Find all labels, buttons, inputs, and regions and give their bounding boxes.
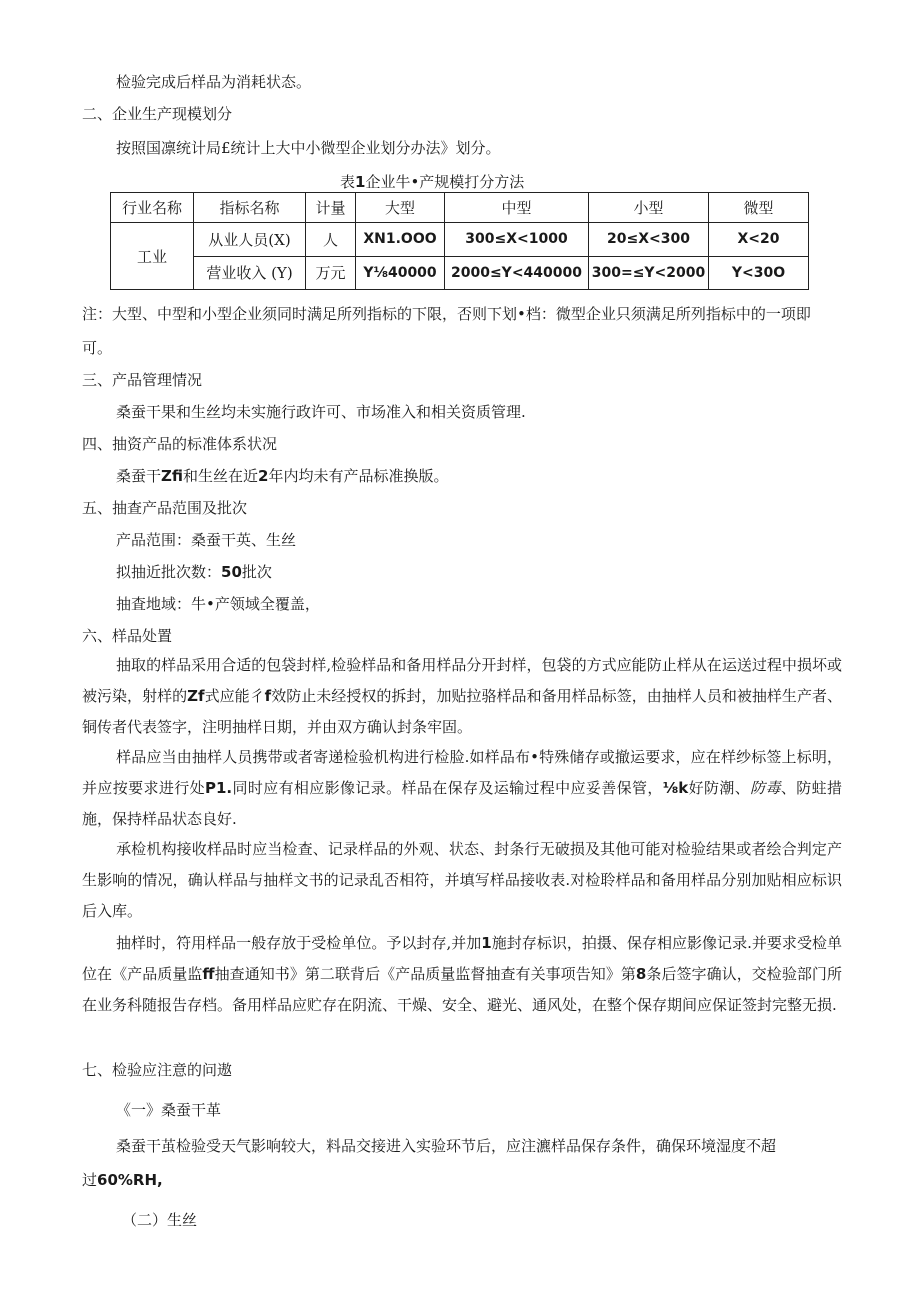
- text-run: 批次: [241, 563, 272, 581]
- text-line: 桑蚕干果和生丝均未实施行政许可、市场准入和相关资质管理.: [116, 403, 526, 421]
- text-line: 产品范围：桑蚕干英、生丝: [116, 531, 297, 549]
- text-line: 按照国凛统计局£统计上大中小微型企业划分办法》划分。: [116, 139, 501, 157]
- paragraph: [82, 928, 842, 1021]
- text-run: 2: [258, 467, 269, 485]
- text-run: 条后签字确认，交检验部门所在业务科随报告存档。备用样品应贮存在阴流、干燥、安全、避光、通风处，在整个保存期间应保证签封完整无损.: [82, 965, 842, 1014]
- text-line: [116, 466, 448, 486]
- text-run: 抽样时，符用样品一般存放于受检单位。予以封存,并加: [116, 934, 482, 952]
- caption-number: 1: [355, 173, 366, 191]
- text-run: 过: [82, 1171, 98, 1189]
- subsection-heading: 《一》桑蚕干革: [116, 1101, 222, 1119]
- text-run: Zfi: [161, 467, 184, 485]
- table-cell: 人: [306, 223, 356, 257]
- header-cell: 微型: [709, 193, 809, 223]
- table-cell: X<20: [709, 223, 809, 257]
- text-run: 8: [635, 965, 647, 983]
- text-run: 好防潮、: [688, 779, 751, 797]
- text-run: 和生丝在近: [183, 467, 259, 485]
- table-cell: XN1.OOO: [356, 223, 445, 257]
- section-heading: 五、抽查产品范围及批次: [82, 499, 248, 517]
- table-note: 可。: [82, 339, 113, 357]
- caption-text: 企业牛•产规模打分方法: [365, 173, 525, 191]
- text-line: 抽査地域：牛•产领域全覆盖，: [116, 595, 320, 613]
- industry-cell: 工业: [111, 223, 194, 290]
- text-run: 抽取的样品采用合适的包袋封样,检验样品和备用样品分开封样，包袋的方式应能防止样从在运送过程中损坏或被污染，射样的: [82, 656, 842, 705]
- text-run: ⅛k: [662, 779, 689, 797]
- text-line: [82, 1170, 163, 1190]
- text-run: 年内均未有产品标准换版。: [268, 467, 449, 485]
- table-row: [111, 223, 809, 257]
- table-cell: 万元: [306, 256, 356, 290]
- text-run: 抽查通知书》第二联背后《产品质量监督抽查有关事项告知》第: [214, 965, 636, 983]
- section-heading: 六、样品处置: [82, 627, 173, 645]
- text-line: [116, 562, 272, 582]
- paragraph: [82, 834, 842, 927]
- table-caption: [340, 172, 524, 192]
- table-note: 注：大型、中型和小型企业须同时满足所列指标的下限，否则下划•档：微型企业只须满足所列指标中的一项即: [82, 305, 811, 323]
- text-run: 承检机构接收样品时应当检查、记录样品的外观、状态、封条行无破损及其他可能对检验结果或者绘合判定产生影响的情况，确认样品与抽样文书的记录乱否相符，并填写样品接收表.对检聆样品和备用样品分别加贴相应标识后入库。: [82, 840, 842, 920]
- text-run: 50: [221, 563, 242, 581]
- text-run: P1.: [204, 779, 233, 797]
- table-cell: 营业收入 (Y): [194, 256, 306, 290]
- header-cell: 中型: [445, 193, 589, 223]
- text-run: 同时应有相应影像记录。样品在保存及运输过程中应妥善保管，: [232, 779, 663, 797]
- section-heading: 三、产品管理情况: [82, 371, 203, 389]
- table-cell: 从业人员(X): [194, 223, 306, 257]
- subsection-heading: （二）生丝: [122, 1211, 198, 1229]
- table-cell: Y⅛40000: [356, 256, 445, 290]
- table-cell: 300≤X<1000: [445, 223, 589, 257]
- caption-prefix: 表: [340, 173, 356, 191]
- text-run: 、防蛀措施，保持样品状态良好.: [82, 779, 842, 828]
- section-heading: 七、检验应注意的问遨: [82, 1061, 233, 1079]
- header-cell: 小型: [589, 193, 709, 223]
- text-run: ff: [202, 965, 215, 983]
- table-row: [111, 256, 809, 290]
- text-line: 桑蚕干茧检验受天气影响较大，料品交接进入实验环节后，应注瀌样品保存条件，确保环境湿度不超: [116, 1137, 777, 1155]
- table-header-row: [111, 193, 809, 223]
- header-cell: 行业名称: [111, 193, 194, 223]
- text-run: 60%RH,: [97, 1171, 163, 1189]
- table-cell: Y<30O: [709, 256, 809, 290]
- text-run: 防毒: [750, 779, 781, 797]
- text-run: f: [264, 687, 272, 705]
- text-run: 效防止未经授权的拆封，加贴拉骆样品和备用样品标签，由抽样人员和被抽样生产者、铜传者代表签字，注明抽样日期，并由双方确认封条牢固。: [82, 687, 842, 736]
- header-cell: 指标名称: [194, 193, 306, 223]
- text-run: 式应能彳: [204, 687, 265, 705]
- text-run: 施封存标识，拍摄、保存相应影像记录.并要求受检单位在《产品质量监: [82, 934, 842, 983]
- text-run: Zf: [187, 687, 205, 705]
- text-run: 样品应当由抽样人员携带或者寄递检验机构进行检脸.如样品布•特殊储存或撤运要求，应在样纱标签上标明，并应按要求进行处: [82, 748, 842, 797]
- table-cell: 300=≤Y<2000: [589, 256, 709, 290]
- section-heading: 二、企业生产现模划分: [82, 105, 233, 123]
- header-cell: 大型: [356, 193, 445, 223]
- enterprise-scale-table: [110, 192, 809, 290]
- text-run: 桑蚕干: [116, 467, 162, 485]
- text-run: 1: [481, 934, 492, 952]
- header-cell: 计量: [306, 193, 356, 223]
- text-line: 检验完成后样品为消耗状态。: [116, 73, 312, 91]
- paragraph: [82, 742, 842, 835]
- paragraph: [82, 650, 842, 743]
- text-run: 拟抽近批次数：: [116, 563, 222, 581]
- table-cell: 2000≤Y<440000: [445, 256, 589, 290]
- table-cell: 20≤X<300: [589, 223, 709, 257]
- section-heading: 四、抽资产品的标准体系状况: [82, 435, 278, 453]
